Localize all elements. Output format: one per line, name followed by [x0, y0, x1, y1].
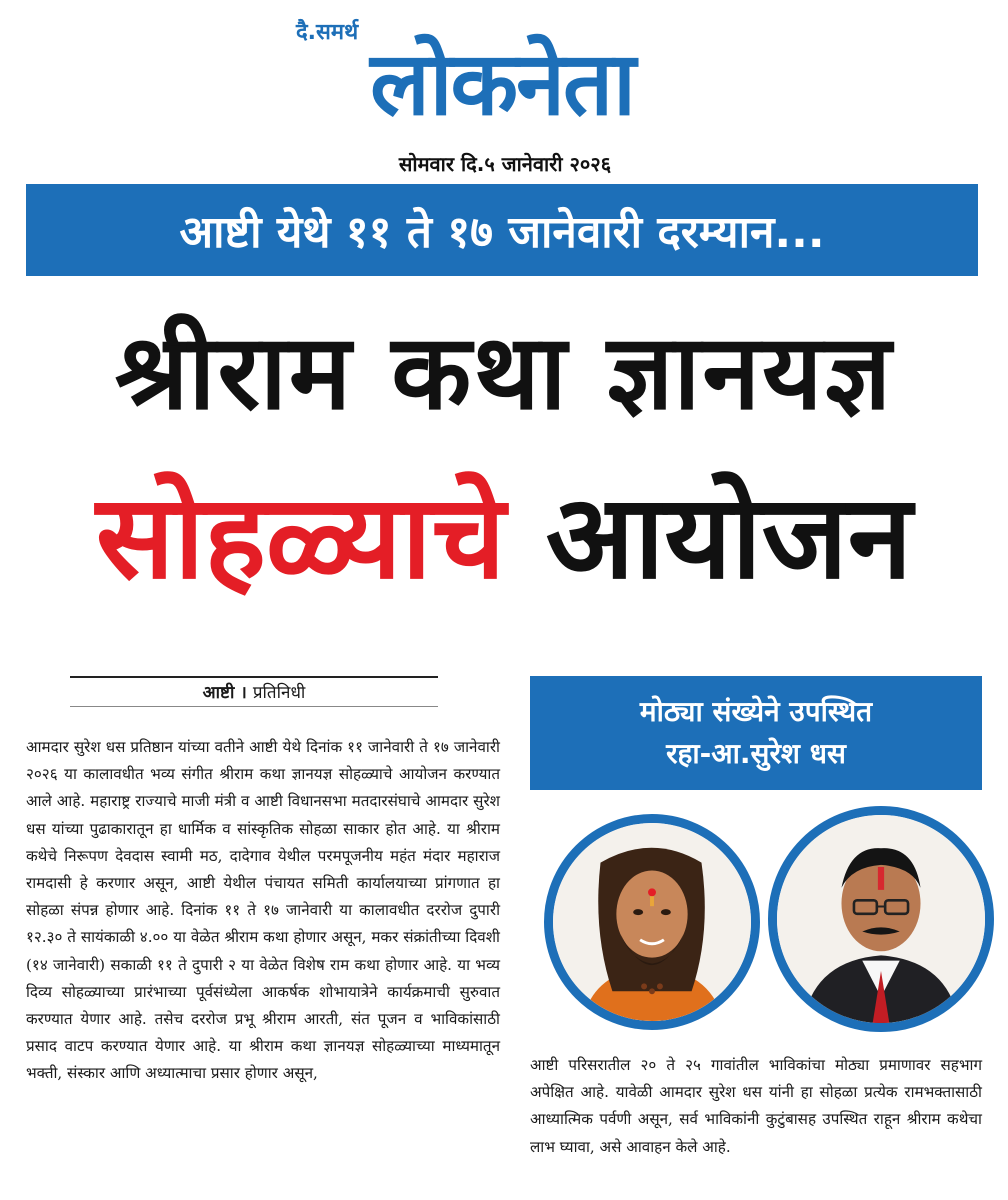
headline-line-1: श्रीराम कथा ज्ञानयज्ञ [114, 311, 894, 433]
top-banner: आष्टी येथे ११ ते १७ जानेवारी दरम्यान... [26, 184, 978, 276]
issue-date: सोमवार दि.५ जानेवारी २०२६ [398, 152, 612, 176]
portrait-maharaj-illustration [553, 823, 751, 1021]
headline-line-2 [26, 470, 982, 605]
byline-separator: । [240, 683, 247, 703]
article-body-right: आष्टी परिसरातील २० ते २५ गावांतील भाविकांचा मोठ्या प्रमाणावर सहभाग अपेक्षित आहे. यावेळी आमदार सुरेश धस यांनी हा सोहळा प्रत्येक रामभक्तासाठी आध्यात्मिक पर्वणी असून, सर्व भाविकांनी कुटुंबासह उपस्थित राहून श्रीराम कथेचा लाभ घ्यावा, असे आवाहन केले आहे. [530, 1056, 982, 1156]
quote-box-line-2: रहा-आ.सुरेश धस [666, 737, 846, 770]
masthead-prefix: दै.समर्थ [296, 20, 359, 45]
quote-box-line-1: मोठ्या संख्येने उपस्थित [639, 695, 873, 728]
headline-red-word: सोहळ्याचे [95, 470, 506, 605]
portrait-suresh-dhas [768, 806, 994, 1032]
portrait-maharaj [544, 814, 760, 1030]
byline-bottom-rule [70, 706, 438, 707]
masthead [0, 0, 1008, 180]
quote-box [530, 676, 982, 790]
byline [70, 680, 438, 703]
masthead-title: लोकनेता [370, 32, 634, 135]
portrait-suresh-dhas-illustration [777, 815, 985, 1023]
byline-top-rule [70, 676, 438, 678]
byline-place: आष्टी [202, 683, 235, 703]
article-body-left: आमदार सुरेश धस प्रतिष्ठान यांच्या वतीने आष्टी येथे दिनांक ११ जानेवारी ते १७ जानेवारी २०२६ या कालावधीत भव्य संगीत श्रीराम कथा ज्ञानयज्ञ सोहळ्याचे आयोजन करण्यात आले आहे. महाराष्ट्र राज्याचे माजी मंत्री व आष्टी विधानसभा मतदारसंघाचे आमदार सुरेश धस यांच्या पुढाकारातून हा धार्मिक व सांस्कृतिक सोहळा साकार होत आहे. या श्रीराम कथेचे निरूपण देवदास स्वामी मठ, दादेगाव येथील परमपूजनीय महंत मंदार महाराज रामदासी हे करणार असून, आष्टी येथील पंचायत समिती कार्यालयाच्या प्रांगणात हा सोहळा संपन्न होणार आहे. दिनांक ११ ते १७ जानेवारी या कालावधीत दररोज दुपारी १२.३० ते सायंकाळी ४.०० या वेळेत श्रीराम कथा होणार असून, मकर संक्रांतीच्या दिवशी (१४ जानेवारी) सकाळी ११ ते दुपारी २ या वेळेत विशेष राम कथा होणार आहे. या भव्य दिव्य सोहळ्याच्या प्रारंभाच्या पूर्वसंध्येला आकर्षक शोभायात्रेने कार्यक्रमाची सुरुवात करण्यात येणार आहे. तसेच दररोज प्रभू श्रीराम आरती, संत पूजन व भाविकांसाठी प्रसाद वाटप करण्यात येणार आहे. या श्रीराम कथा ज्ञानयज्ञ सोहळ्याच्या माध्यमातून भक्ती, संस्कार आणि अध्यात्माचा प्रसार होणार असून, [26, 738, 500, 1083]
headline-black-word: आयोजन [545, 470, 913, 605]
byline-reporter: प्रतिनिधी [252, 683, 306, 703]
